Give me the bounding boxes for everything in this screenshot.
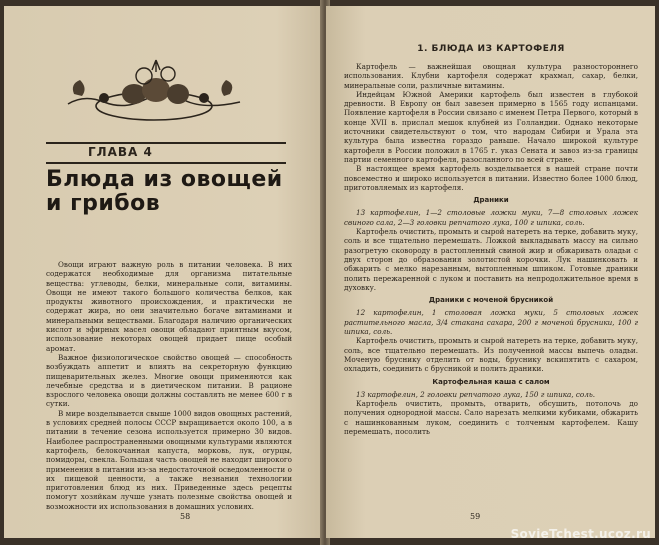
section-title: 1. БЛЮДА ИЗ КАРТОФЕЛЯ bbox=[417, 44, 565, 54]
recipe-ingredients: 13 картофелин, 2 головки репчатого лука, 150 г шпика, соль. bbox=[356, 389, 596, 399]
recipe-method: Картофель очистить, промыть и сырой натереть на терке, добавить муку, соль и все тщательно перемешать. Ложкой выкладывать массу на сильно разогретую сковороду в растопленный свиной жир и обжаривать оладьи с двух сторон до образования золотистой корочки. Лук нашинковать и обжарить с мелко нарезанным, вытопленным шпиком. Готовые драники полить пережаренной с луком и поставить на непродолжительное время в духовку. bbox=[344, 227, 638, 292]
page-number: 59 bbox=[470, 512, 481, 521]
chapter-header bbox=[46, 142, 286, 164]
recipe-ingredients: 13 картофелин, 1—2 столовые ложки муки, 7—8 столовых ложек свиного сала, 2—3 головки репчатого лука, 100 г шпика, соль. bbox=[344, 208, 638, 227]
paragraph: В настоящее время картофель возделывается в нашей стране почти повсеместно и широко используется в питании. Известно более 1000 блюд, приготовляемых из картофеля. bbox=[344, 164, 638, 192]
paragraph: Важное физиологическое свойство овощей — способность возбуждать аппетит и влиять на секреторную функцию пищеварительных желез. Многие овощи применяются как лечебные средства и в диетическом питании. В рационе взрослого человека овощи должны составлять не менее 600 г в сутки. bbox=[46, 352, 292, 409]
left-page bbox=[4, 6, 324, 538]
recipe-title: Картофельная каша с салом bbox=[432, 377, 550, 386]
watermark: SovieTchest.ucoz.ru bbox=[510, 527, 651, 541]
paragraph: Картофель — важнейшая овощная культура разностороннего использования. Клубни картофеля содержат крахмал, сахар, белки, минеральные соли, различные витамины. bbox=[344, 62, 638, 90]
left-body-text bbox=[46, 260, 292, 511]
recipe-method: Картофель очистить, промыть, отварить, обсушить, потолочь до получения однородной массы. Сало нарезать мелкими кубиками, обжарить с нашинкованным луком, соединить с толченым картофелем. Кашу перемешать, посолить bbox=[344, 399, 638, 436]
vegetable-ornament-icon bbox=[64, 54, 244, 128]
paragraph: Овощи играют важную роль в питании человека. В них содержатся необходимые для организма питательные вещества: углеводы, белки, минеральные соли, витамины. Овощи не имеют такого большого количества белков, как продукты животного происхождения, и практически не содержат жира, но они значительно богаче витаминами и минеральными веществами. Благодаря наличию органических кислот и эфирных масел овощи обладают приятным вкусом, использование некоторых овощей придает пище особый аромат. bbox=[46, 260, 292, 353]
recipe-title: Драники bbox=[473, 196, 509, 205]
page-number: 58 bbox=[180, 512, 191, 521]
recipe-title: Драники с моченой брусникой bbox=[428, 296, 554, 305]
recipe-ingredients: 12 картофелин, 1 столовая ложка муки, 5 столовых ложек растительного масла, 3/4 стакана сахара, 200 г моченой брусники, 100 г шпика, соль. bbox=[344, 308, 638, 337]
chapter-title: Блюда из овощей и грибов bbox=[46, 167, 283, 216]
right-page bbox=[326, 6, 655, 538]
paragraph: Индейцам Южной Америки картофель был известен в глубокой древности. В Европу он был завезен примерно в 1565 году испанцами. Появление картофеля в России связано с именем Петра Первого, который в конце XVII в. прислал мешок клубней из Голландии. Однако некоторые источники свидетельствуют о том, что народам Сибири и Урала эта культура была известна гораздо раньше. Начало широкой культуре картофеля в России положил в 1765 г. указ Сената и завоз из-за границы партии семенного картофеля, разосланного по всей стране. bbox=[344, 89, 638, 164]
chapter-label: ГЛАВА 4 bbox=[88, 145, 153, 159]
right-body-text bbox=[344, 62, 638, 436]
paragraph: В мире возделывается свыше 1000 видов овощных растений, в условиях средней полосы СССР выращивается около 100, а в питании в течение сезона используется примерно 30 видов. Наиболее распространенными овощными культурами являются картофель, белокочанная капуста, морковь, лук, огурцы, помидоры, свекла. Большая часть овощей не находит широкого применения в питании из-за недостаточной осведомленности о их пищевой ценности, а также незнания технологии приготовления блюд из них. Приведенные здесь рецепты помогут хозяйкам лучше узнать полезные свойства овощей и возможности их использования в домашних условиях. bbox=[46, 408, 292, 511]
recipe-method: Картофель очистить, промыть и сырой натереть на терке, добавить муку, соль, все тщательно перемешать. Из полученной массы выпечь оладьи. Моченую бруснику отделить от воды, бруснику вскипятить с сахаром, охладить, соединить с брусникой и полить драники. bbox=[344, 336, 638, 374]
